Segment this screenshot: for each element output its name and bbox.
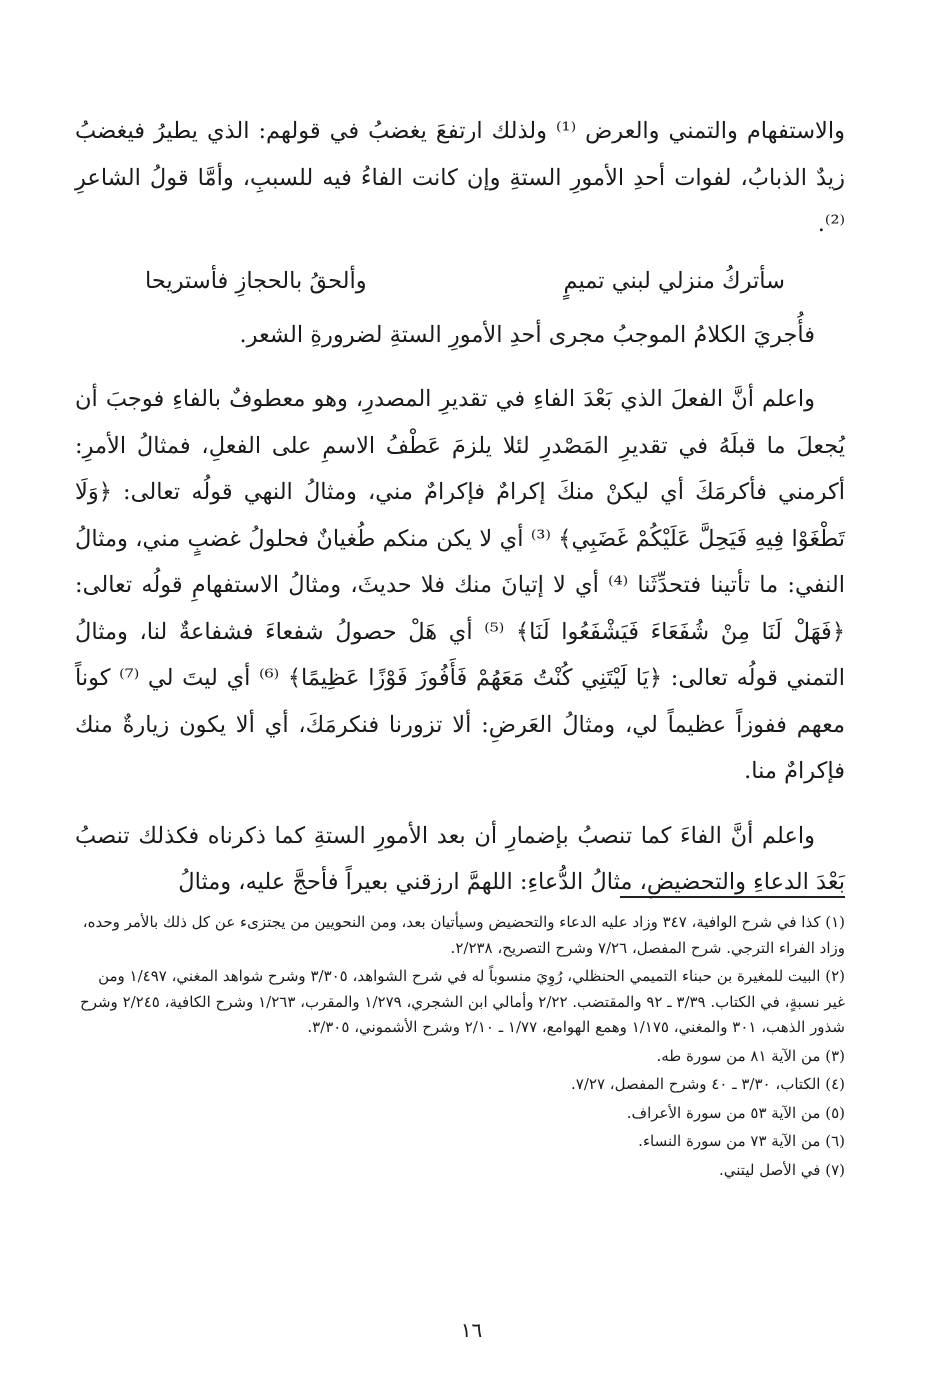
paragraph-4: واعلم أنَّ الفاءَ كما تنصبُ بإضمارِ أن بعد الأمورِ الستةِ كما ذكرناه فكذلك تنصبُ بَعْدَ الدعاءِ والتحضيضِ، مثالُ الدُّعاءِ: اللهمَّ ارزقني بعيراً فأحجَّ عليه، ومثالُ [75, 822, 845, 895]
paragraph-1: والاستفهام والتمني والعرض ⁽¹⁾ ولذلك ارتفعَ يغضبُ في قولهم: الذي يطيرُ فيغضبُ زيدٌ الذبابُ، لفوات أحدِ الأمورِ الستةِ وإن كانت الفاءُ فيه للسببِ، وأمَّا قولُ الشاعرِ ⁽²⁾. [75, 118, 845, 237]
footnote-1: (١) كذا في شرح الوافية، ٣٤٧ وزاد عليه الدعاء والتحضيض وسيأتيان بعد، ومن النحويين من يجتزىء عن كل ذلك بالأمر وحده، وزاد الفراء الترجي. شرح المفصل، ٧/٢٦ وشرح التصريح، ٢/٢٣٨. [82, 913, 845, 957]
footnote-4: (٤) الكتاب، ٣/٣٠ ـ ٤٠ وشرح المفصل، ٧/٢٧. [571, 1075, 845, 1093]
footnote-7: (٧) في الأصل ليتني. [719, 1160, 845, 1179]
paragraph-2: فأُجريَ الكلامُ الموجبُ مجرى أحدِ الأمورِ الستةِ لضرورةِ الشعر. [239, 321, 815, 348]
footnote-2: (٢) البيت للمغيرة بن حبناء التميمي الحنظلي، رُوِيَ منسوباً له في شرح الشواهد، ٣/٣٠٥ وشرح شواهد المغني، ١/٤٩٧ ومن غير نسبةٍ، في الكتاب. ٣/٣٩ ـ ٩٢ والمقتضب. ٢/٢٢ وأمالي ابن الشجري، ١/٢٧٩ والمقرب، ١/٢٦٣ وشرح الكافية، ٢/٢٤٥ وشرح شذور الذهب، ٣٠١ والمغني، ١/١٧٥ وهمع الهوامع، ١/٧٧ ـ ٢/١٠ وشرح الأشموني، ٣/٣٠٥. [80, 967, 845, 1036]
verse-first-hemistich: سأتركُ منزلي لبني تميمٍ [563, 267, 785, 294]
footnote-5: (٥) من الآية ٥٣ من سورة الأعراف. [626, 1103, 845, 1122]
verse-second-hemistich: وألحقُ بالحجازِ فأستريحا [145, 267, 367, 294]
poetry-verse [145, 258, 785, 304]
page-number: ١٦ [460, 1318, 483, 1342]
paragraph-3: واعلم أنَّ الفعلَ الذي بَعْدَ الفاءِ في تقديرِ المصدرِ، وهو معطوفٌ بالفاءِ فوجبَ أن يُجعلَ ما قبلَهُ في تقديرِ المَصْدرِ لئلا يلزمَ عَطْفُ الاسمِ على الفعلِ، فمثالُ الأمرِ: أكرمني فأكرمَكَ أي ليكنْ منكَ إكرامٌ فإكرامٌ مني، ومثالُ النهي قولُه تعالى: ﴿وَلَا تَطْغَوْا فِيهِ فَيَحِلَّ عَلَيْكُمْ غَضَبِي﴾ ⁽³⁾ أي لا يكن منكم طُغيانٌ فحلولُ غضبٍ مني، ومثالُ النفي: ما تأتينا فتحدِّثَنا ⁽⁴⁾ أي لا إتيانَ منك فلا حديثَ، ومثالُ الاستفهامِ قولُه تعالى: ﴿فَهَلْ لَنَا مِنْ شُفَعَاءَ فَيَشْفَعُوا لَنَا﴾ ⁽⁵⁾ أي هَلْ حصولُ شفعاءَ فشفاعةٌ لنا، ومثالُ التمني قولُه تعالى: ﴿يَا لَيْتَنِي كُنْتُ مَعَهُمْ فَأَفُوزَ فَوْزًا عَظِيمًا﴾ ⁽⁶⁾ أي ليتَ لي ⁽⁷⁾ كوناً معهم ففوزاً عظيماً لي، ومثالُ العَرضِ: ألا تزورنا فنكرمَكَ، أي ألا يكون زيارةٌ منك فإكرامٌ منا. [75, 386, 846, 784]
main-text [75, 108, 845, 906]
footnotes [75, 910, 845, 1186]
footnote-separator [620, 896, 845, 898]
footnote-6: (٦) من الآية ٧٣ من سورة النساء. [638, 1132, 845, 1150]
footnote-3: (٣) من الآية ٨١ من سورة طه. [656, 1046, 845, 1065]
